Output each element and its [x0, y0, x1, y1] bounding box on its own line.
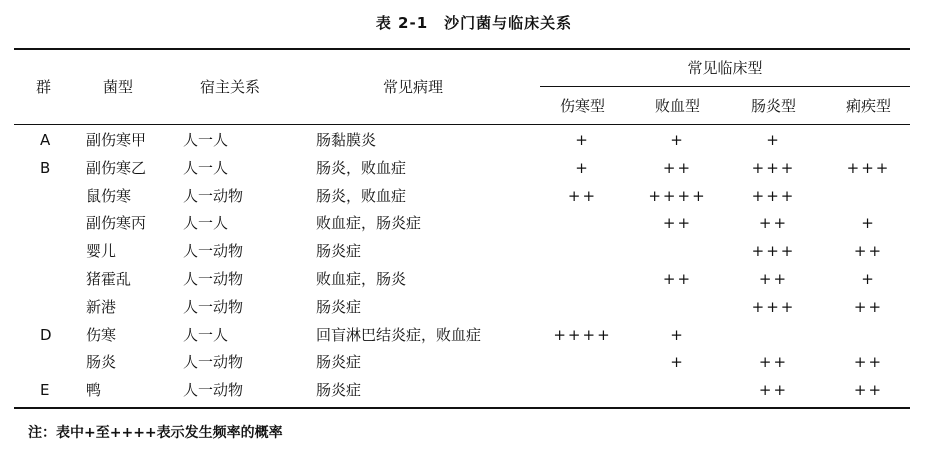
cell-pathology: 肠炎症: [316, 381, 362, 400]
cell-dysentery: ++: [853, 242, 884, 261]
table-title: 表 2-1 沙门菌与临床关系: [375, 14, 573, 32]
cell-typhoid: [540, 266, 625, 292]
cell-enteritis: [731, 322, 816, 348]
cell-pathology: 肠炎症: [316, 242, 362, 261]
cell-type: 伤寒: [86, 325, 117, 344]
header-host: 宿主关系: [200, 78, 261, 96]
cell-enteritis: +++: [751, 297, 796, 316]
header-dysentery: 痢疾型: [845, 97, 891, 115]
cell-typhoid: ++: [567, 186, 598, 205]
cell-septic: +: [670, 325, 685, 344]
cell-group: A: [40, 131, 51, 149]
cell-septic: [635, 238, 720, 264]
cell-typhoid: [540, 210, 625, 236]
header-bottom-rule: [14, 124, 910, 125]
cell-typhoid: [540, 294, 625, 320]
cell-pathology: 肠炎，败血症: [316, 158, 407, 177]
cell-enteritis: ++: [758, 270, 789, 288]
cell-dysentery: [826, 322, 911, 348]
header-clinical: 常见临床型: [687, 59, 763, 77]
cell-pathology: 肠黏膜炎: [316, 131, 377, 149]
header-septic: 败血型: [654, 97, 700, 115]
cell-dysentery: +: [861, 214, 876, 233]
cell-dysentery: ++: [853, 381, 884, 400]
cell-host: 人一人: [183, 131, 229, 149]
clinical-subheader-rule: [540, 86, 910, 87]
cell-pathology: 回盲淋巴结炎症，败血症: [316, 325, 482, 344]
cell-group: D: [40, 325, 52, 344]
cell-pathology: 败血症，肠炎: [316, 270, 407, 288]
cell-dysentery: +: [861, 270, 876, 288]
top-rule: [14, 48, 910, 50]
header-group: 群: [36, 78, 52, 96]
cell-typhoid: [540, 238, 625, 264]
cell-host: 人一动物: [183, 186, 244, 205]
cell-type: 肠炎: [86, 353, 117, 372]
header-type: 菌型: [103, 78, 134, 96]
cell-group: E: [40, 381, 50, 400]
cell-type: 婴儿: [86, 242, 117, 261]
cell-septic: ++: [662, 270, 693, 288]
cell-host: 人一动物: [183, 270, 244, 288]
cell-type: 鼠伤寒: [86, 186, 132, 205]
cell-typhoid: ++++: [553, 325, 612, 344]
cell-dysentery: [826, 183, 911, 209]
cell-type: 副伤寒丙: [86, 214, 147, 233]
cell-pathology: 肠炎，败血症: [316, 186, 407, 205]
cell-pathology: 肠炎症: [316, 297, 362, 316]
header-enteritis: 肠炎型: [750, 97, 796, 115]
table-note: 注：表中+至++++表示发生频率的概率: [28, 425, 283, 441]
cell-septic: ++: [662, 158, 693, 177]
cell-septic: +: [670, 353, 685, 372]
cell-enteritis: +++: [751, 186, 796, 205]
cell-enteritis: +++: [751, 158, 796, 177]
cell-septic: +: [670, 131, 685, 149]
cell-enteritis: +: [766, 131, 781, 149]
cell-type: 新港: [86, 297, 117, 316]
cell-typhoid: [540, 377, 625, 403]
cell-type: 鸭: [86, 381, 102, 400]
cell-septic: [635, 377, 720, 403]
cell-enteritis: +++: [751, 242, 796, 261]
cell-pathology: 败血症，肠炎症: [316, 214, 422, 233]
cell-enteritis: ++: [758, 353, 789, 372]
cell-host: 人一人: [183, 158, 229, 177]
cell-type: 副伤寒乙: [86, 158, 147, 177]
cell-typhoid: +: [575, 158, 590, 177]
cell-type: 猪霍乱: [86, 270, 132, 288]
cell-group: B: [40, 158, 51, 177]
cell-septic: ++++: [648, 186, 707, 205]
cell-host: 人一动物: [183, 353, 244, 372]
header-pathology: 常见病理: [383, 78, 444, 96]
cell-typhoid: [540, 349, 625, 375]
cell-dysentery: ++: [853, 297, 884, 316]
cell-host: 人一人: [183, 214, 229, 233]
cell-enteritis: ++: [758, 214, 789, 233]
header-typhoid: 伤寒型: [559, 97, 605, 115]
cell-dysentery: [826, 127, 911, 153]
cell-dysentery: +++: [846, 158, 891, 177]
bottom-rule: [14, 407, 910, 409]
cell-septic: ++: [662, 214, 693, 233]
cell-septic: [635, 294, 720, 320]
cell-host: 人一人: [183, 325, 229, 344]
cell-pathology: 肠炎症: [316, 353, 362, 372]
cell-host: 人一动物: [183, 297, 244, 316]
cell-enteritis: ++: [758, 381, 789, 400]
cell-type: 副伤寒甲: [86, 131, 147, 149]
cell-dysentery: ++: [853, 353, 884, 372]
cell-typhoid: +: [575, 131, 590, 149]
cell-host: 人一动物: [183, 381, 244, 400]
cell-host: 人一动物: [183, 242, 244, 261]
